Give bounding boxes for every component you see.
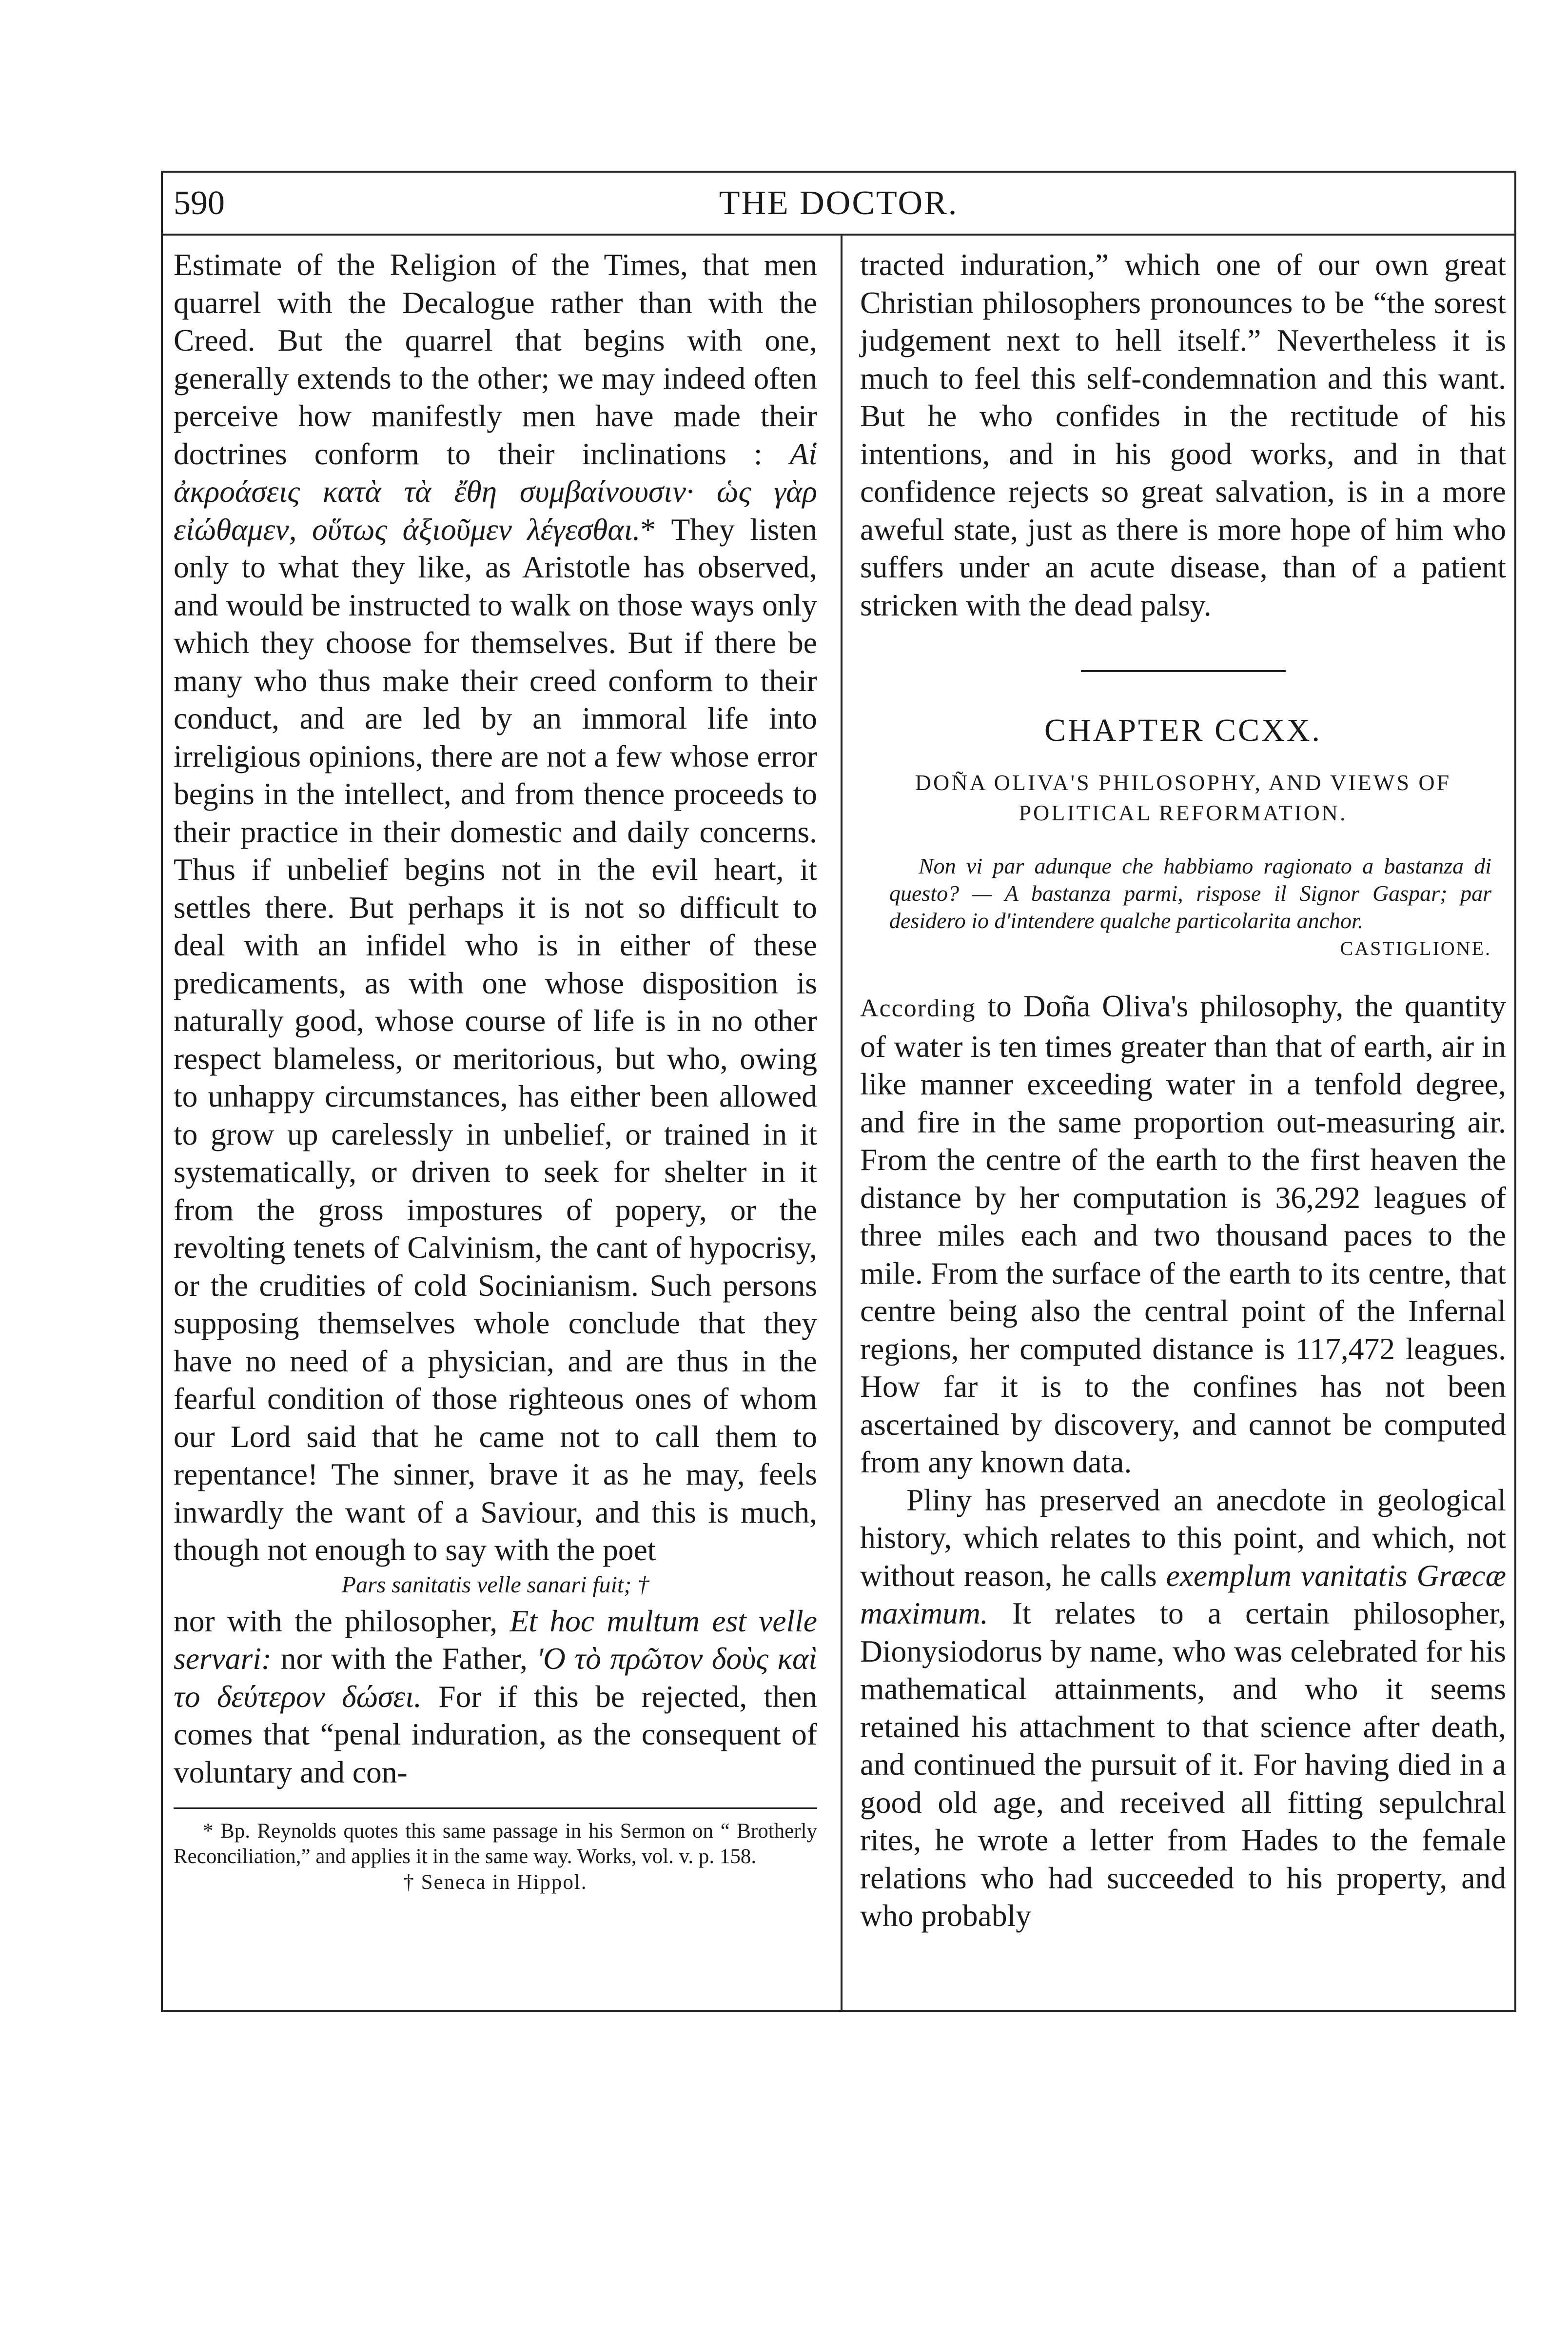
- footnote-mark-1: *: [640, 512, 656, 547]
- left-para2-b: nor with the Father,: [272, 1641, 537, 1676]
- verse-quote: Pars sanitatis velle sanari fuit; †: [341, 1571, 649, 1598]
- right-column: [860, 246, 1506, 1935]
- aristotle-greek-quote: Αἱ ἀκροάσεις κατὰ τὰ ἔθη συμβαίνουσιν· ὡς γὰρ εἰώθαμεν, οὕτως ἀξιοῦμεν λέγεσθαι.: [174, 436, 817, 547]
- left-column: [174, 246, 817, 1896]
- right-para2-a: Pliny has preserved an anecdote in geological history, which relates to this point, and which, not without reason, he calls: [860, 1482, 1506, 1593]
- left-para2-a: nor with the philosopher,: [174, 1603, 510, 1638]
- right-para2-b: It relates to a certain philosopher, Dionysiodorus by name, who was celebrated for his mathematical attainments, and who it seems retained his attachment to that science after death, and continued the pursuit of it. For having died in a good old age, and received all fitting sepulchral rites, he wrote a letter from Hades to the female relations who had succeeded to his property, and who probably: [860, 1596, 1506, 1933]
- page-number: 590: [174, 184, 225, 222]
- right-paragraph-1: [860, 987, 1506, 1481]
- footnote-1: * Bp. Reynolds quotes this same passage in his Sermon on “ Brotherly Reconciliation,” and applies it in the same way. Works, vol. v. p. 158.: [174, 1820, 817, 1868]
- right-paragraph-cont: tracted induration,” which one of our own great Christian philosophers pronounces to be “the sorest judgement next to hell itself.” Nevertheless it is much to feel this self-condemnation and this want. But he who confides in the rectitude of his intentions, and in his good works, and in that confidence rejects so great salvation, is in a more aweful state, just as there is more hope of him who suffers under an acute disease, than of a patient stricken with the dead palsy.: [860, 247, 1506, 622]
- chapter-title: CHAPTER CCXX.: [1044, 713, 1322, 748]
- chapter-subtitle: DOÑA OLIVA'S PHILOSOPHY, AND VIEWS OF POLITICAL REFORMATION.: [915, 770, 1451, 825]
- footnote-2: † Seneca in Hippol.: [403, 1871, 588, 1894]
- footnote-rule: [174, 1807, 817, 1809]
- left-paragraph-2: [174, 1602, 817, 1791]
- running-title: THE DOCTOR.: [719, 184, 959, 222]
- lead-word: According: [860, 994, 976, 1022]
- right-para1-body: to Doña Oliva's philosophy, the quantity of water is ten times greater than that of earth, air in like manner exceeding water in a tenfold degree, and fire in the same proportion out-measuring air. From the centre of the earth to the first heaven the distance by her computation is 36,292 leagues of three miles each and two thousand paces to the mile. From the surface of the earth to its centre, that centre being also the central point of the Infernal regions, her computed distance is 117,472 leagues. How far it is to the confines has not been ascertained by discovery, and cannot be computed from any known data.: [860, 989, 1506, 1479]
- left-para2-c: For if this be rejected, then comes that “penal induration, as the consequent of voluntary and con-: [174, 1679, 817, 1789]
- right-paragraph-2: [860, 1481, 1506, 1935]
- left-paragraph-1: [174, 246, 817, 1569]
- pliny-latin: exemplum vanitatis Græcæ maximum.: [860, 1558, 1507, 1630]
- left-para1-start: Estimate of the Religion of the Times, that men quarrel with the Decalogue rather than with the Creed. But the quarrel that begins with one, generally extends to the other; we may indeed often perceive how manifestly men have made their doctrines conform to their inclinations :: [174, 247, 817, 471]
- epigraph: Non vi par adunque che habbiamo ragionato a bastanza di questo? — A bastanza parmi, rispose il Signor Gaspar; par desidero io d'intendere qualche particolarita anchor.: [889, 853, 1491, 933]
- page-frame: [161, 171, 1516, 2012]
- left-para1-cont: They listen only to what they like, as Aristotle has observed, and would be instructed to walk on those ways only which they choose for themselves. But if there be many who thus make their creed conform to their conduct, and are led by an immoral life into irreligious opinions, there are not a few whose error begins in the intellect, and from thence proceeds to their practice in their domestic and daily concerns. Thus if unbelief begins not in the evil heart, it settles there. But perhaps it is not so difficult to deal with an infidel who is in either of these predicaments, as with one whose disposition is naturally good, whose course of life is in no other respect blameless, or meritorious, but who, owing to unhappy circumstances, has either been allowed to grow up carelessly in unbelief, or trained in it systematically, or driven to seek for shelter in it from the gross impostures of popery, or the revolting tenets of Calvinism, the cant of hypocrisy, or the crudities of cold Socinianism. Such persons supposing themselves whole conclude that they have no need of a physician, and are thus in the fearful condition of those righteous ones of whom our Lord said that he came not to call them to repentance! The sinner, brave it as he may, feels inwardly the want of a Saviour, and this is much, though not enough to say with the poet: [174, 512, 817, 1567]
- page-header: [163, 173, 1514, 236]
- father-greek-quote: 'Ο τὸ πρῶτον δοὺς καὶ το δεύτερον δώσει.: [174, 1641, 817, 1714]
- latin-quote: Et hoc multum est velle servari:: [174, 1603, 817, 1676]
- column-divider: [841, 234, 843, 2010]
- section-rule: [1081, 670, 1286, 672]
- epigraph-attribution: CASTIGLIONE.: [1340, 937, 1491, 959]
